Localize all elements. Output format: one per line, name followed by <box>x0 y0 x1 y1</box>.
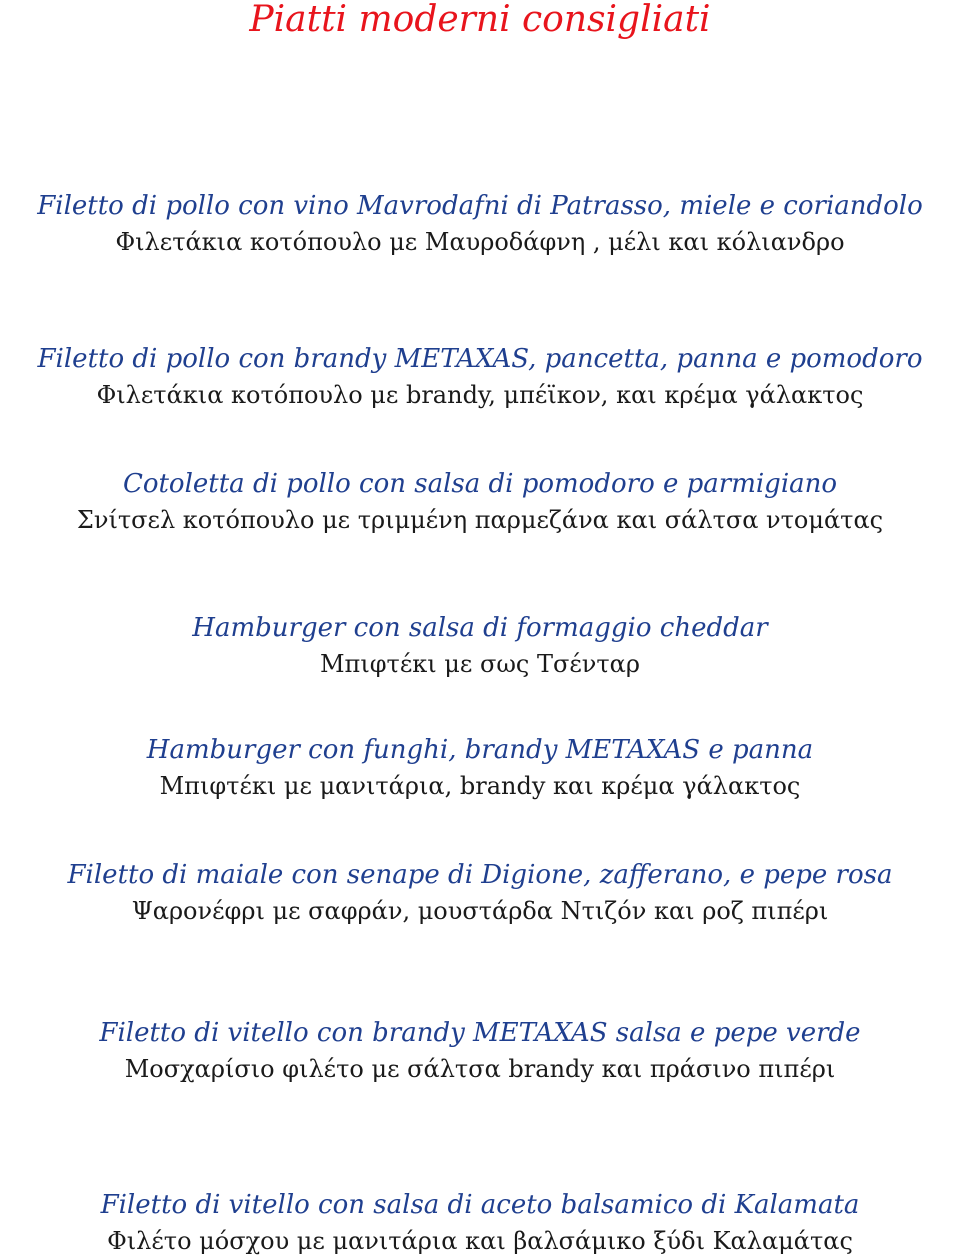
page-title: Piatti moderni consigliati <box>249 0 711 40</box>
dish-name-italian: Filetto di pollo con vino Mavrodafni di Patrasso, miele e coriandolo <box>37 191 923 221</box>
dish-name-greek: Σνίτσελ κοτόπουλο με τριμμένη παρμεζάνα και σάλτσα ντομάτας <box>76 506 884 534</box>
dish-name-greek: Μοσχαρίσιο φιλέτο με σάλτσα brandy και πράσινο πιπέρι <box>124 1055 836 1083</box>
menu-item <box>0 732 960 804</box>
dish-name-italian: Cotoletta di pollo con salsa di pomodoro e parmigiano <box>122 469 838 499</box>
menu-item <box>0 1015 960 1087</box>
menu-item <box>0 466 960 538</box>
menu-item <box>0 188 960 260</box>
dish-name-greek: Φιλετάκια κοτόπουλο με brandy, μπέϊκον, και κρέμα γάλακτος <box>96 381 864 409</box>
dish-name-italian: Filetto di vitello con brandy METAXAS salsa e pepe verde <box>99 1018 861 1048</box>
dish-name-italian: Filetto di maiale con senape di Digione, zafferano, e pepe rosa <box>67 860 893 890</box>
dish-name-italian: Hamburger con funghi, brandy METAXAS e panna <box>146 735 814 765</box>
dish-name-greek: Μπιφτέκι με μανιτάρια, brandy και κρέμα γάλακτος <box>159 772 801 800</box>
menu-item <box>0 341 960 413</box>
dish-name-italian: Filetto di vitello con salsa di aceto balsamico di Kalamata <box>100 1190 860 1220</box>
menu-item <box>0 610 960 682</box>
dish-name-greek: Ψαρονέφρι με σαφράν, μουστάρδα Ντιζόν και ροζ πιπέρι <box>131 897 829 925</box>
dish-name-italian: Hamburger con salsa di formaggio cheddar <box>192 613 768 643</box>
dish-name-greek: Φιλετάκια κοτόπουλο με Μαυροδάφνη , μέλι και κόλιανδρο <box>115 228 845 256</box>
dish-name-italian: Filetto di pollo con brandy METAXAS, pancetta, panna e pomodoro <box>37 344 923 374</box>
menu-item <box>0 857 960 929</box>
menu-item <box>0 1187 960 1259</box>
dish-name-greek: Μπιφτέκι με σως Τσένταρ <box>319 650 640 678</box>
dish-name-greek: Φιλέτο μόσχου με μανιτάρια και βαλσάμικο ξύδι Καλαμάτας <box>107 1227 853 1255</box>
